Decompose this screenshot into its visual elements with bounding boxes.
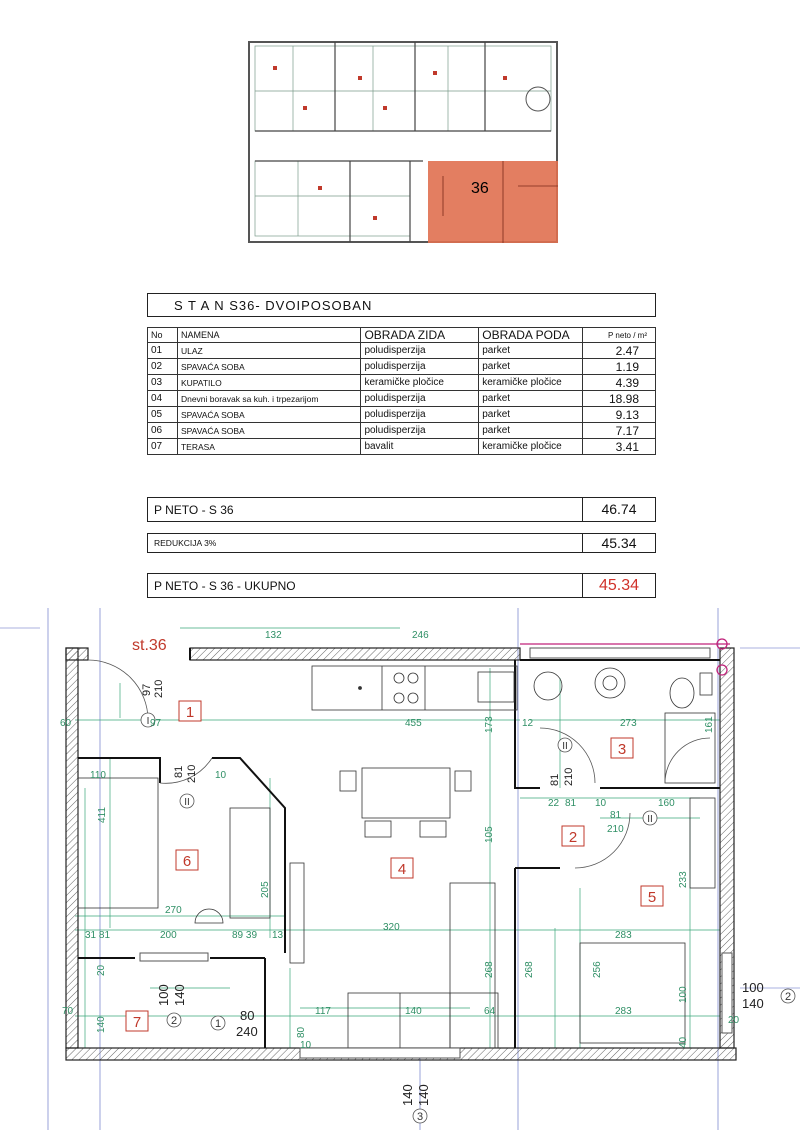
svg-text:4: 4 xyxy=(397,861,407,878)
svg-text:II: II xyxy=(647,814,653,825)
svg-text:II: II xyxy=(184,797,190,808)
col-header-no: No xyxy=(148,328,178,343)
dim-label: 140 xyxy=(416,1084,431,1106)
dim-label: 160 xyxy=(658,798,675,809)
door-mark-II-c xyxy=(643,811,657,825)
pneto-value: 46.74 xyxy=(582,498,655,521)
total-box xyxy=(147,573,656,598)
dim-label: 110 xyxy=(90,770,106,781)
dim-label: 210 xyxy=(186,764,198,783)
reduction-value: 45.34 xyxy=(582,534,655,552)
svg-text:II: II xyxy=(562,741,568,752)
dim-label: 246 xyxy=(412,630,429,641)
room-number-1 xyxy=(179,701,201,721)
row-wall: keramičke pločice xyxy=(361,375,479,391)
key-plan-drawing xyxy=(243,36,563,260)
row-wall: poludisperzija xyxy=(361,407,479,423)
pneto-label: P NETO - S 36 xyxy=(154,503,234,517)
dim-label: 273 xyxy=(620,718,637,729)
dim-label: 283 xyxy=(615,930,632,941)
svg-text:5: 5 xyxy=(647,889,657,906)
dim-label: 70 xyxy=(62,1006,74,1017)
dim-label: 81 xyxy=(610,810,622,821)
row-wall: poludisperzija xyxy=(361,359,479,375)
col-header-obrada-zida: OBRADA ZIDA xyxy=(361,328,479,343)
row-name: SPAVAĆA SOBA xyxy=(177,423,360,439)
row-no: 06 xyxy=(148,423,178,439)
dim-label: 200 xyxy=(160,930,177,941)
svg-text:2: 2 xyxy=(568,829,578,846)
dim-label: 320 xyxy=(383,922,400,933)
dim-label: 13 xyxy=(272,930,284,941)
row-area: 7.17 xyxy=(583,423,656,439)
dim-label: 80 xyxy=(240,1008,255,1023)
svg-text:I: I xyxy=(146,716,150,727)
table-row xyxy=(148,439,656,455)
dim-label: 161 xyxy=(704,716,715,733)
row-floor: keramičke pločice xyxy=(479,375,583,391)
dim-label: 210 xyxy=(607,824,624,835)
dim-label: 97 xyxy=(141,683,153,696)
table-row xyxy=(148,391,656,407)
row-no: 03 xyxy=(148,375,178,391)
table-row xyxy=(148,407,656,423)
door-mark-II-b xyxy=(558,738,572,752)
total-label: P NETO - S 36 - UKUPNO xyxy=(154,579,296,593)
room-number-6 xyxy=(176,850,198,870)
row-floor: keramičke pločice xyxy=(479,439,583,455)
dim-label: 20 xyxy=(728,1015,740,1026)
dim-label: 140 xyxy=(742,996,764,1011)
row-floor: parket xyxy=(479,407,583,423)
table-row xyxy=(148,343,656,359)
window-mark-2 xyxy=(167,1013,181,1027)
row-name: SPAVAĆA SOBA xyxy=(177,359,360,375)
row-name: KUPATILO xyxy=(177,375,360,391)
table-row xyxy=(148,359,656,375)
dim-label: 20 xyxy=(96,964,107,976)
svg-text:1: 1 xyxy=(185,704,195,721)
row-area: 9.13 xyxy=(583,407,656,423)
row-floor: parket xyxy=(479,343,583,359)
room-number-2 xyxy=(562,826,584,846)
reduction-box xyxy=(147,533,656,553)
svg-text:7: 7 xyxy=(132,1014,142,1031)
dim-label: 270 xyxy=(165,905,182,916)
row-name: ULAZ xyxy=(177,343,360,359)
row-no: 07 xyxy=(148,439,178,455)
row-wall: poludisperzija xyxy=(361,343,479,359)
row-no: 05 xyxy=(148,407,178,423)
dim-label: 97 xyxy=(150,718,162,729)
dim-label: 411 xyxy=(97,807,108,823)
row-wall: poludisperzija xyxy=(361,423,479,439)
row-area: 1.19 xyxy=(583,359,656,375)
dim-label: 268 xyxy=(524,961,535,978)
room-number-7 xyxy=(126,1011,148,1031)
svg-text:1: 1 xyxy=(214,1018,222,1030)
reduction-label: REDUKCIJA 3% xyxy=(154,538,217,548)
dim-label: 80 xyxy=(296,1026,307,1038)
row-name: Dnevni boravak sa kuh. i trpezarijom xyxy=(177,391,360,407)
dim-label: 12 xyxy=(522,718,534,729)
window-mark-1 xyxy=(211,1016,225,1030)
dim-label: 117 xyxy=(315,1006,331,1017)
dim-label: 210 xyxy=(563,767,575,786)
dim-label: 140 xyxy=(400,1084,415,1106)
dim-label: 100 xyxy=(742,980,764,995)
row-floor: parket xyxy=(479,359,583,375)
dim-label: 31 81 xyxy=(85,930,111,941)
pneto-box xyxy=(147,497,656,522)
dim-label: 10 xyxy=(595,798,607,809)
row-area: 18.98 xyxy=(583,391,656,407)
dim-label: 240 xyxy=(236,1024,258,1039)
row-no: 02 xyxy=(148,359,178,375)
dim-label: 455 xyxy=(405,718,422,729)
dim-label: 64 xyxy=(484,1006,496,1017)
window-mark-3 xyxy=(413,1109,427,1123)
row-floor: parket xyxy=(479,391,583,407)
col-header-namena: NAMENA xyxy=(177,328,360,343)
svg-text:2: 2 xyxy=(170,1015,178,1027)
row-name: TERASA xyxy=(177,439,360,455)
dim-label: 140 xyxy=(172,984,187,1006)
dim-label: 233 xyxy=(678,871,689,888)
dim-label: 40 xyxy=(678,1036,689,1048)
door-mark-II-a xyxy=(180,794,194,808)
row-no: 01 xyxy=(148,343,178,359)
dim-label: 268 xyxy=(484,961,495,978)
row-name: SPAVAĆA SOBA xyxy=(177,407,360,423)
dim-label: 10 xyxy=(300,1040,312,1051)
row-area: 2.47 xyxy=(583,343,656,359)
row-no: 04 xyxy=(148,391,178,407)
svg-text:3: 3 xyxy=(617,741,627,758)
dim-label: 81 xyxy=(565,798,577,809)
dim-label: 81 xyxy=(173,765,185,778)
apartment-title: S T A N S36- DVOIPOSOBAN xyxy=(174,298,373,313)
row-area: 3.41 xyxy=(583,439,656,455)
table-row xyxy=(148,375,656,391)
svg-text:3: 3 xyxy=(416,1111,424,1123)
col-header-pneto: P neto / m² xyxy=(583,328,656,343)
row-wall: poludisperzija xyxy=(361,391,479,407)
dim-label: 173 xyxy=(484,716,495,733)
dim-label: 22 xyxy=(548,798,560,809)
apartment-title-box xyxy=(147,293,656,317)
row-wall: bavalit xyxy=(361,439,479,455)
dim-label: 81 xyxy=(549,773,561,786)
room-finish-table xyxy=(147,327,656,455)
row-area: 4.39 xyxy=(583,375,656,391)
total-value: 45.34 xyxy=(582,574,655,597)
room-number-3 xyxy=(611,738,633,758)
room-number-5 xyxy=(641,886,663,906)
dim-label: 283 xyxy=(615,1006,632,1017)
dim-label: 10 xyxy=(215,770,227,781)
col-header-obrada-poda: OBRADA PODA xyxy=(479,328,583,343)
dim-label: 205 xyxy=(260,881,271,898)
dim-label: 140 xyxy=(405,1006,422,1017)
dim-label: 256 xyxy=(592,961,603,978)
unit-highlight xyxy=(428,161,558,243)
dim-label: 105 xyxy=(484,826,495,843)
dim-label: 60 xyxy=(60,718,72,729)
window-mark-4 xyxy=(781,989,795,1003)
room-number-4 xyxy=(391,858,413,878)
dim-label: 132 xyxy=(265,630,282,641)
unit-tag: st.36 xyxy=(132,637,167,654)
table-header-row xyxy=(148,328,656,343)
svg-text:2: 2 xyxy=(784,991,792,1003)
svg-text:6: 6 xyxy=(182,853,192,870)
dim-label: 100 xyxy=(678,986,689,1003)
dim-label: 210 xyxy=(153,679,165,698)
dim-label: 89 39 xyxy=(232,930,258,941)
floor-plan-drawing xyxy=(0,608,800,1130)
dim-label: 140 xyxy=(96,1016,107,1033)
dim-label: 100 xyxy=(156,984,171,1006)
table-row xyxy=(148,423,656,439)
row-floor: parket xyxy=(479,423,583,439)
key-plan-unit-label: 36 xyxy=(471,180,489,197)
